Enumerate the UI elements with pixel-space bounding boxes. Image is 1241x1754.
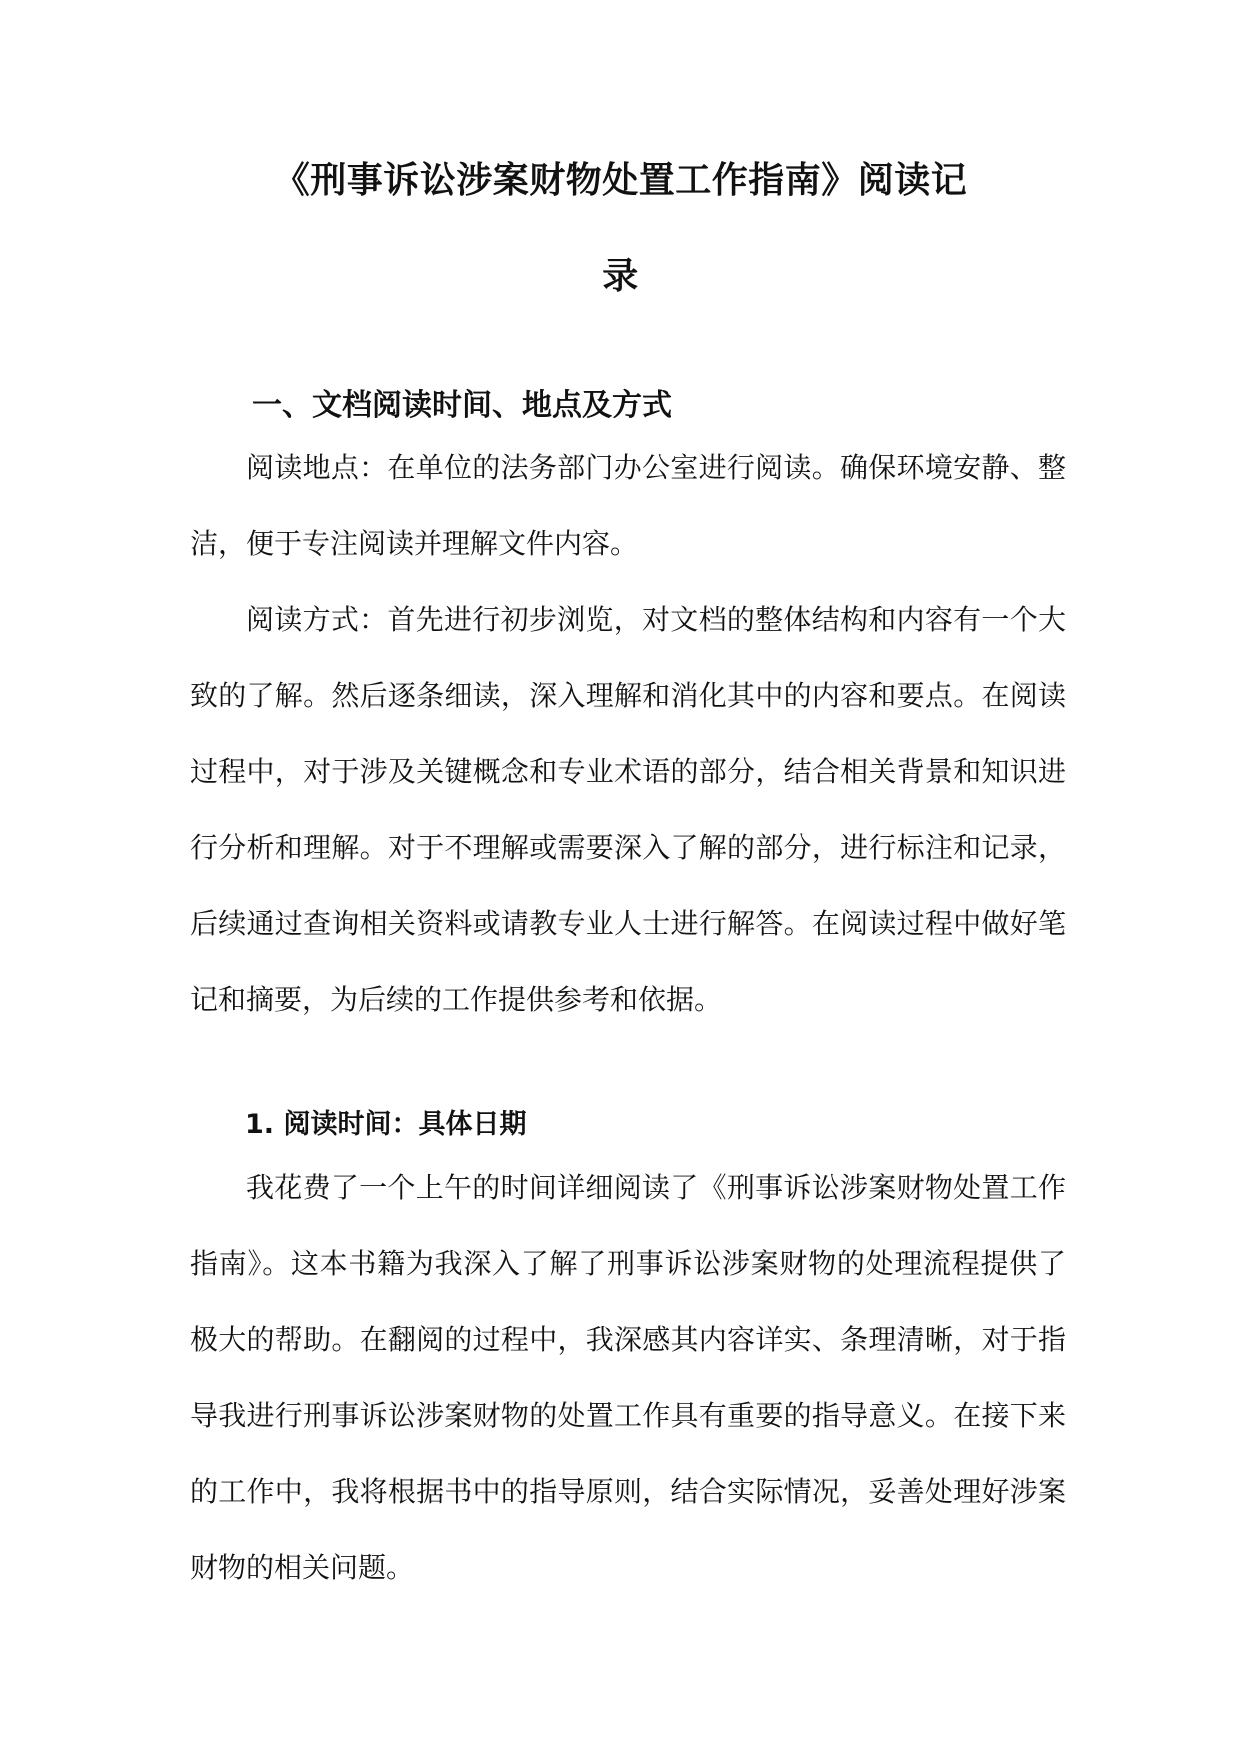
section-heading-reading-info: 一、文档阅读时间、地点及方式 [252, 388, 672, 423]
paragraph-reading-time: 我花费了一个上午的时间详细阅读了《刑事诉讼涉案财物处置工作指南》。这本书籍为我深入了解了刑事诉讼涉案财物的处理流程提供了极大的帮助。在翻阅的过程中，我深感其内容详实、条理清晰，对于指导我进行刑事诉讼涉案财物的处置工作具有重要的指导意义。在接下来的工作中，我将根据书中的指导原则，结合实际情况，妥善处理好涉案财物的相关问题。 [190, 1171, 1066, 1584]
paragraph-reading-location: 阅读地点：在单位的法务部门办公室进行阅读。确保环境安静、整洁，便于专注阅读并理解文件内容。 [190, 451, 1066, 560]
paragraph-reading-method: 阅读方式：首先进行初步浏览，对文档的整体结构和内容有一个大致的了解。然后逐条细读，深入理解和消化其中的内容和要点。在阅读过程中，对于涉及关键概念和专业术语的部分，结合相关背景和知识进行分析和理解。对于不理解或需要深入了解的部分，进行标注和记录，后续通过查询相关资料或请教专业人士进行解答。在阅读过程中做好笔记和摘要，为后续的工作提供参考和依据。 [190, 603, 1066, 1016]
document-title-line-1: 《刑事诉讼涉案财物处置工作指南》阅读记 [273, 160, 968, 201]
subsection-heading-reading-time: 1. 阅读时间：具体日期 [245, 1109, 527, 1140]
document-title-line-2: 录 [602, 256, 639, 297]
